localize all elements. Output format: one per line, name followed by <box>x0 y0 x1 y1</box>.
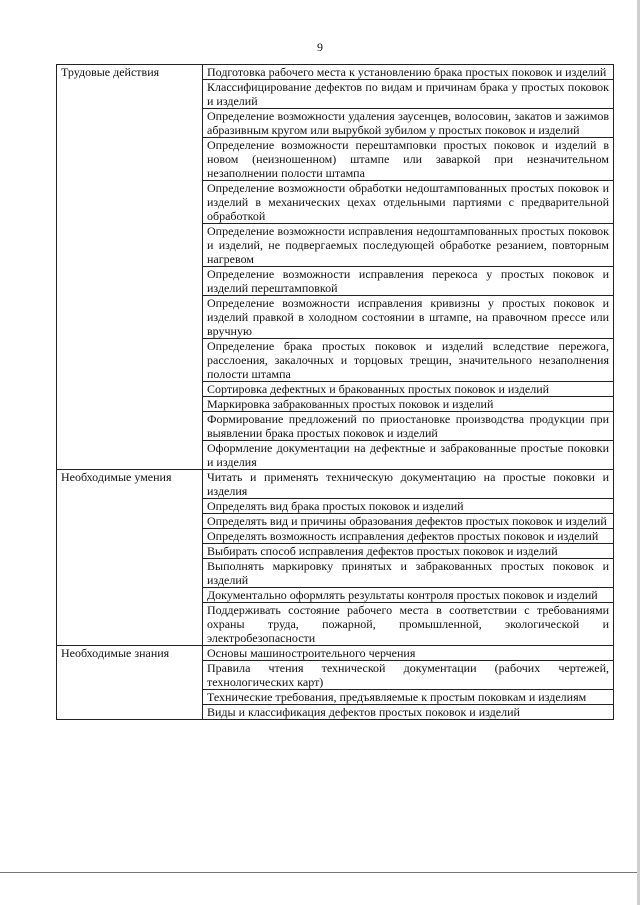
qualification-table-body <box>57 65 614 720</box>
section-item: Сортировка дефектных и бракованных простых поковок и изделий <box>203 382 614 397</box>
section-item: Читать и применять техническую документацию на простые поковки и изделия <box>203 470 614 499</box>
section-title: Необходимые умения <box>57 470 203 646</box>
section-item: Определение возможности обработки недоштампованных простых поковок и изделий в механических цехах отдельными партиями с предварительной обработкой <box>203 181 614 224</box>
section-item: Классифицирование дефектов по видам и причинам брака у простых поковок и изделий <box>203 80 614 109</box>
section-item: Оформление документации на дефектные и забракованные простые поковки и изделия <box>203 441 614 470</box>
section-item: Правила чтения технической документации (рабочих чертежей, технологических карт) <box>203 661 614 690</box>
page-number: 9 <box>317 40 323 54</box>
section-title: Трудовые действия <box>57 65 203 470</box>
table-row <box>57 470 614 499</box>
section-item: Выполнять маркировку принятых и забракованных простых поковок и изделий <box>203 559 614 588</box>
table-row <box>57 65 614 80</box>
qualification-table <box>56 64 614 720</box>
section-item: Определять вид и причины образования дефектов простых поковок и изделий <box>203 514 614 529</box>
section-item: Определение возможности исправления кривизны у простых поковок и изделий правкой в холодном состоянии в штампе, на правочном прессе или вручную <box>203 296 614 339</box>
section-item: Документально оформлять результаты контроля простых поковок и изделий <box>203 588 614 603</box>
section-item: Подготовка рабочего места к установлению брака простых поковок и изделий <box>203 65 614 80</box>
section-item: Определение возможности перештамповки простых поковок и изделий в новом (неизношенном) штампе или заваркой при незначительном незаполнении полости штампа <box>203 138 614 181</box>
section-item: Выбирать способ исправления дефектов простых поковок и изделий <box>203 544 614 559</box>
section-item: Виды и классификация дефектов простых поковок и изделий <box>203 705 614 720</box>
section-item: Определение возможности исправления недоштампованных простых поковок и изделий, не подвергаемых последующей обработке резанием, повторным нагревом <box>203 224 614 267</box>
section-item: Определение возможности удаления заусенцев, волосовин, закатов и зажимов абразивным кругом или вырубкой зубилом у простых поковок и изделий <box>203 109 614 138</box>
section-item: Технические требования, предъявляемые к простым поковкам и изделиям <box>203 690 614 705</box>
section-item: Основы машиностроительного черчения <box>203 646 614 661</box>
bottom-scan-line <box>0 872 640 873</box>
section-item: Определять вид брака простых поковок и изделий <box>203 499 614 514</box>
section-item: Определение брака простых поковок и изделий вследствие пережога, расслоения, закалочных и торцовых трещин, значительного незаполнения полости штампа <box>203 339 614 382</box>
table-row <box>57 646 614 661</box>
section-item: Определение возможности исправления перекоса у простых поковок и изделий перештамповкой <box>203 267 614 296</box>
section-item: Поддерживать состояние рабочего места в соответствии с требованиями охраны труда, пожарной, промышленной, экологической и электробезопасности <box>203 603 614 646</box>
section-item: Определять возможность исправления дефектов простых поковок и изделий <box>203 529 614 544</box>
section-item: Маркировка забракованных простых поковок и изделий <box>203 397 614 412</box>
section-title: Необходимые знания <box>57 646 203 720</box>
section-item: Формирование предложений по приостановке производства продукции при выявлении брака простых поковок и изделий <box>203 412 614 441</box>
